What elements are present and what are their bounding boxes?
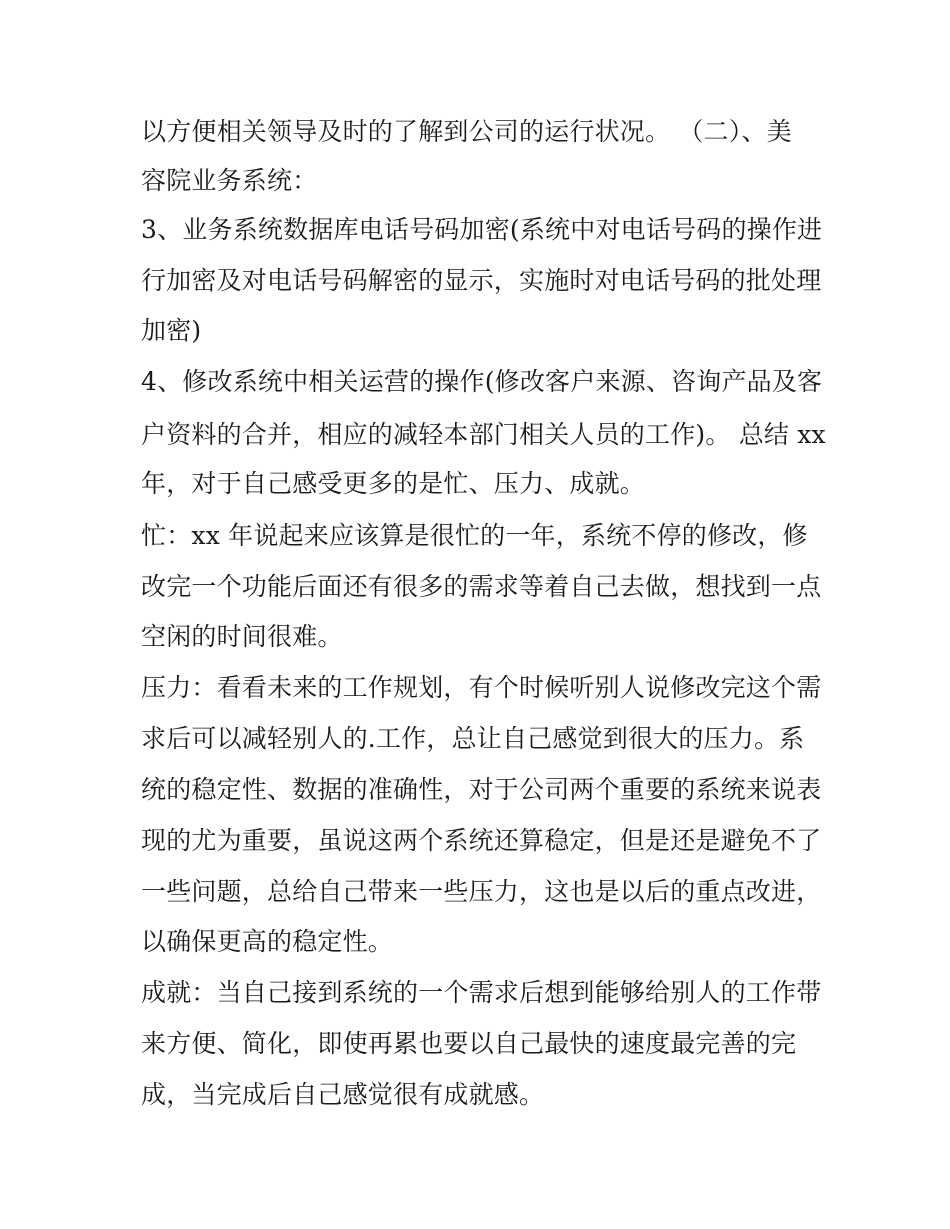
text-line: 成，当完成后自己感觉很有成就感。 <box>141 1080 545 1109</box>
text-line: 求后可以减轻别人的.工作，总让自己感觉到很大的压力。系 <box>141 724 805 753</box>
text-line: 容院业务系统： <box>141 166 318 195</box>
text-line: 加密) <box>141 316 202 345</box>
text-line: 忙：xx 年说起来应该算是很忙的一年，系统不停的修改，修 <box>141 521 808 550</box>
text-line: 户资料的合并，相应的减轻本部门相关人员的工作)。 总结 xx <box>141 420 826 449</box>
text-line: 年，对于自己感受更多的是忙、压力、成就。 <box>141 469 646 498</box>
text-line: 3、业务系统数据库电话号码加密(系统中对电话号码的操作进 <box>141 215 823 244</box>
text-line: 行加密及对电话号码解密的显示，实施时对电话号码的批处理 <box>141 266 822 295</box>
text-line: 以确保更高的稳定性。 <box>141 927 394 956</box>
text-line: 空闲的时间很难。 <box>141 622 343 651</box>
text-line: 统的稳定性、数据的准确性，对于公司两个重要的系统来说表 <box>141 775 822 804</box>
text-line: 以方便相关领导及时的了解到公司的运行状况。 （二）、美 <box>141 117 792 146</box>
text-line: 现的尤为重要，虽说这两个系统还算稳定，但是还是避免不了 <box>141 826 822 855</box>
text-line: 成就：当自己接到系统的一个需求后想到能够给别人的工作带 <box>141 978 822 1007</box>
text-line: 4、修改系统中相关运营的操作(修改客户来源、咨询产品及客 <box>141 367 823 396</box>
text-line: 改完一个功能后面还有很多的需求等着自己去做，想找到一点 <box>141 572 822 601</box>
text-line: 来方便、简化，即使再累也要以自己最快的速度最完善的完 <box>141 1029 797 1058</box>
text-line: 一些问题，总给自己带来一些压力，这也是以后的重点改进， <box>141 877 822 906</box>
text-line: 压力：看看未来的工作规划，有个时候听别人说修改完这个需 <box>141 673 822 702</box>
